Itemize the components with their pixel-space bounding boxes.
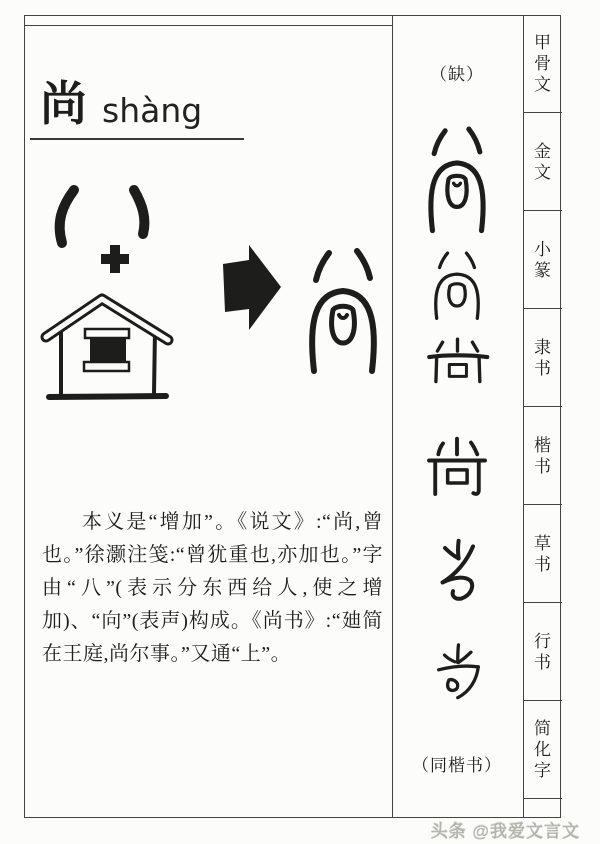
oracle-missing-note: （缺）: [430, 65, 484, 84]
script-cell-seal: [523, 211, 562, 309]
script-label: 金文: [534, 141, 551, 182]
clerical-script-glyph: [424, 335, 491, 388]
entry-pinyin: shàng: [102, 91, 203, 130]
script-label: 简化字: [534, 719, 551, 780]
title-underline: [30, 138, 244, 140]
script-cell-running: [523, 603, 562, 701]
script-cell-clerical: [523, 309, 562, 407]
script-label: 行书: [534, 631, 551, 672]
left-panel-top-rule: [24, 25, 393, 26]
entry-explanation: 本义是“增加”。《说文》:“尚,曾也。”徐灏注笺:“曾犹重也,亦加也。”字由“八”(表示分东西给人,使之增加)、“向”(表声)构成。《尚书》:“廸简在王庭,尚尔事。”又通“上”。: [42, 511, 383, 665]
watermark: 头条 @我爱文言文: [430, 822, 580, 841]
cursive-script-glyph: [425, 536, 489, 608]
bronze-script-glyph: [423, 124, 491, 234]
regular-script-glyph: [422, 436, 492, 499]
transform-arrow: [223, 245, 281, 330]
simplified-same-note: （同楷书）: [412, 756, 502, 775]
eight-divide-strokes: [60, 190, 145, 243]
small-seal-glyph: [428, 248, 486, 322]
script-label: 隶书: [534, 337, 551, 378]
entry-character: 尚: [40, 79, 87, 131]
script-label: 楷书: [534, 435, 551, 476]
script-cell-bronze: [523, 113, 562, 211]
running-script-glyph: [424, 639, 490, 705]
ancient-form-glyph: [312, 251, 374, 371]
script-label: 小篆: [534, 239, 551, 280]
script-type-column: [523, 15, 562, 818]
house-pictograph: [46, 299, 168, 397]
script-cell-regular: [523, 407, 562, 505]
script-cell-cursive: [523, 505, 562, 603]
etymology-illustration: [38, 160, 388, 410]
script-cell-oracle: [523, 15, 562, 113]
script-label: 草书: [534, 533, 551, 574]
plus-sign: [101, 245, 129, 273]
script-label: 甲骨文: [534, 33, 551, 94]
divider-left-middle: [392, 15, 393, 818]
script-cell-simplified: [523, 701, 562, 799]
